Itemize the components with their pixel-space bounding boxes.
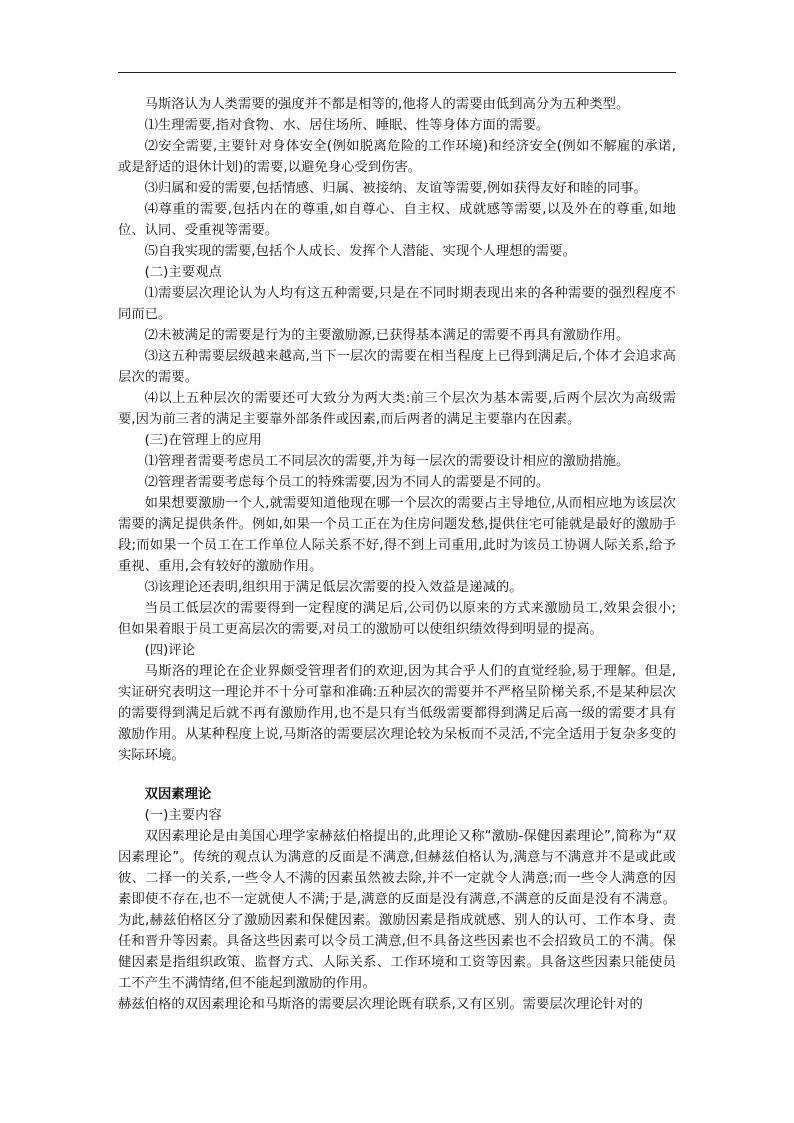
paragraph: ⑷尊重的需要,包括内在的尊重,如自尊心、自主权、成就感等需要,以及外在的尊重,如地位、认同、受重视等需要。 bbox=[118, 202, 676, 238]
subheading: (一)主要内容 bbox=[144, 808, 222, 823]
paragraph: ⑵管理者需要考虑每个员工的特殊需要,因为不同人的需要是不同的。 bbox=[144, 475, 550, 490]
paragraph: ⑵安全需要,主要针对身体安全(例如脱离危险的工作环境)和经济安全(例如不解雇的承诺,或是舒适的退休计划)的需要,以避免身心受到伤害。 bbox=[118, 139, 676, 175]
paragraph: 马斯洛认为人类需要的强度并不都是相等的,他将人的需要由低到高分为五种类型。 bbox=[144, 97, 630, 112]
paragraph: 如果想要激励一个人,就需要知道他现在哪一个层次的需要占主导地位,从而相应地为该层次需要的满足提供条件。例如,如果一个员工正在为住房问题发愁,提供住宅可能就是最好的激励手段;而如果一个员工在工作单位人际关系不好,得不到上司重用,此时为该员工协调人际关系,给予重视、重用,会有较好的激励作用。 bbox=[118, 496, 676, 574]
header-rule bbox=[118, 72, 676, 73]
paragraph: ⑵未被满足的需要是行为的主要激励源,已获得基本满足的需要不再具有激励作用。 bbox=[144, 328, 630, 343]
section-heading: 双因素理论 bbox=[144, 787, 212, 802]
paragraph: ⑶归属和爱的需要,包括情感、归属、被接纳、友谊等需要,例如获得友好和睦的同事。 bbox=[144, 181, 647, 196]
paragraph: ⑸自我实现的需要,包括个人成长、发挥个人潜能、实现个人理想的需要。 bbox=[144, 244, 576, 259]
subheading: (三)在管理上的应用 bbox=[144, 433, 262, 448]
paragraph: 双因素理论是由美国心理学家赫兹伯格提出的,此理论又称“激励-保健因素理论”,简称为“双因素理论”。传统的观点认为满意的反面是不满意,但赫兹伯格认为,满意与不满意并不是或此或彼、二择一的关系,一些令人不满的因素虽然被去除,并不一定就令人满意;而一些令人满意的因素即使不存在,也不一定就使人不满;于是,满意的反面是没有满意,不满意的反面是没有不满意。为此,赫兹伯格区分了激励因素和保健因素。激励因素是指成就感、别人的认可、工作本身、责任和晋升等因素。具备这些因素可以令员工满意,但不具备这些因素也不会招致员工的不满。保健因素是指组织政策、监督方式、人际关系、工作环境和工资等因素。具备这些因素只能使员工不产生不满情绪,但不能起到激励的作用。 bbox=[118, 829, 676, 991]
paragraph: 当员工低层次的需要得到一定程度的满足后,公司仍以原来的方式来激励员工,效果会很小;但如果着眼于员工更高层次的需要,对员工的激励可以使组织绩效得到明显的提高。 bbox=[118, 601, 676, 637]
paragraph: ⑴生理需要,指对食物、水、居住场所、睡眠、性等身体方面的需要。 bbox=[144, 118, 550, 133]
paragraph: 赫兹伯格的双因素理论和马斯洛的需要层次理论既有联系,又有区别。需要层次理论针对的 bbox=[118, 997, 643, 1012]
paragraph: ⑶这五种需要层级越来越高,当下一层次的需要在相当程度上已得到满足后,个体才会追求高层次的需要。 bbox=[118, 349, 676, 385]
paragraph: ⑴管理者需要考虑员工不同层次的需要,并为每一层次的需要设计相应的激励措施。 bbox=[144, 454, 630, 469]
document-body bbox=[118, 94, 676, 1015]
subheading: (四)评论 bbox=[144, 643, 196, 658]
paragraph: ⑴需要层次理论认为人均有这五种需要,只是在不同时期表现出来的各种需要的强烈程度不同而已。 bbox=[118, 286, 676, 322]
paragraph: ⑷以上五种层次的需要还可大致分为两大类:前三个层次为基本需要,后两个层次为高级需要,因为前三者的满足主要靠外部条件或因素,而后两者的满足主要靠内在因素。 bbox=[118, 391, 676, 427]
paragraph: 马斯洛的理论在企业界颇受管理者们的欢迎,因为其合乎人们的直觉经验,易于理解。但是,实证研究表明这一理论并不十分可靠和准确:五种层次的需要并不严格呈阶梯关系,不是某种层次的需要得到满足后就不再有激励作用,也不是只有当低级需要都得到满足后高一级的需要才具有激励作用。从某种程度上说,马斯洛的需要层次理论较为呆板而不灵活,不完全适用于复杂多变的实际环境。 bbox=[118, 664, 676, 763]
subheading: (二)主要观点 bbox=[144, 265, 222, 280]
paragraph: ⑶该理论还表明,组织用于满足低层次需要的投入效益是递减的。 bbox=[144, 580, 523, 595]
